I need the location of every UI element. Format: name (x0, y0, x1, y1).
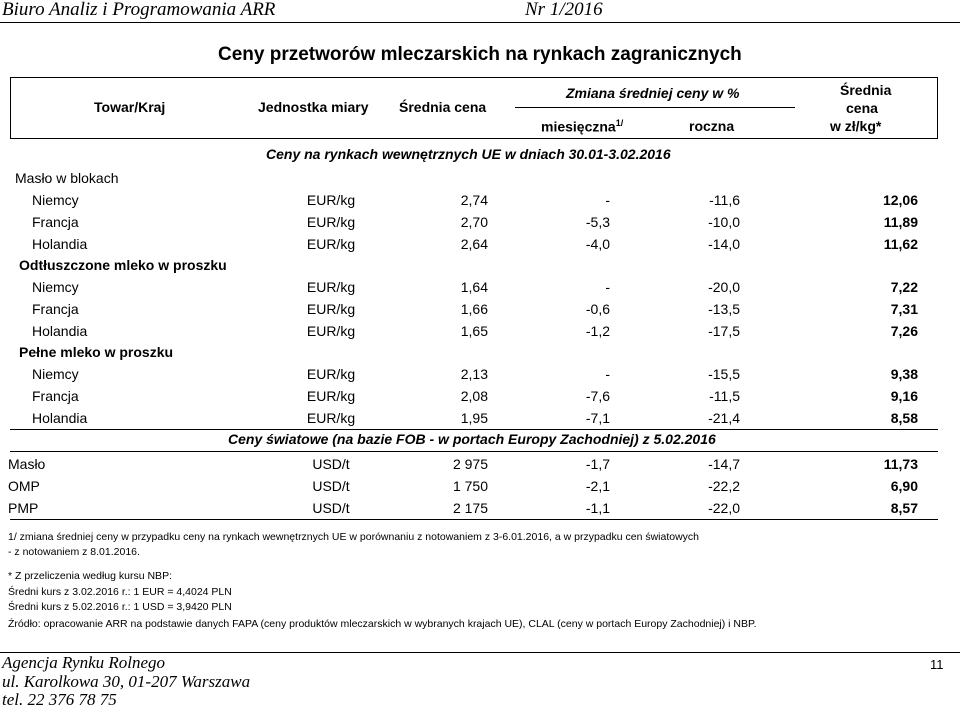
cell-monthly: -1,7 (585, 456, 610, 472)
cell-yearly: -14,7 (708, 456, 740, 472)
cell-pln: 7,22 (890, 279, 918, 295)
cell-monthly: -2,1 (585, 478, 610, 494)
cell-pln: 7,26 (890, 323, 918, 339)
cell-country: Holandia (32, 410, 88, 426)
page-number: 11 (930, 657, 944, 672)
cell-country: Niemcy (32, 279, 79, 295)
table-bottom-border (10, 519, 938, 520)
cell-monthly: - (605, 279, 610, 295)
cell-yearly: -15,5 (708, 366, 740, 382)
cell-yearly: -22,2 (708, 478, 740, 494)
change-divider (515, 107, 795, 108)
cell-unit: EUR/kg (306, 214, 356, 230)
table-row (0, 454, 940, 476)
cell-avg: 2 175 (452, 500, 488, 516)
header-top-border (10, 77, 938, 78)
col-header-change: Zmiana średniej ceny w % (566, 85, 740, 101)
cell-monthly: -5,3 (585, 214, 610, 230)
cell-yearly: -13,5 (708, 301, 740, 317)
footer-phone: tel. 22 376 78 75 (2, 690, 117, 709)
cell-monthly: -7,6 (585, 388, 610, 404)
cell-country: OMP (8, 478, 40, 494)
cell-avg: 2,64 (460, 236, 488, 252)
cell-country: Francja (32, 388, 79, 404)
col-header-monthly-label: miesięczna (541, 118, 616, 135)
col-header-avg: Średnia cena (399, 99, 487, 115)
cell-unit: EUR/kg (306, 301, 356, 317)
world-section-top-border (10, 429, 938, 430)
cell-unit: EUR/kg (306, 279, 356, 295)
cell-avg: 2,74 (460, 192, 488, 208)
section-world-prices: Ceny światowe (na bazie FOB - w portach Europy Zachodniej) z 5.02.2016 (228, 431, 716, 447)
col-header-yearly: roczna (689, 118, 735, 134)
table-row (0, 364, 940, 386)
cell-pln: 11,89 (883, 214, 918, 230)
col-header-monthly-sup: 1/ (615, 118, 624, 128)
footnote-source: Źródło: opracowanie ARR na podstawie danych FAPA (ceny produktów mleczarskich w wybranych krajach UE), CLAL (ceny w portach Europy Zachodniej) i NBP. (8, 618, 757, 630)
cell-country: Niemcy (32, 366, 79, 382)
cell-yearly: -11,6 (709, 192, 740, 208)
cell-yearly: -10,0 (708, 214, 740, 230)
table-row (0, 299, 940, 321)
cell-pln: 11,62 (883, 236, 918, 252)
table-row (0, 212, 940, 234)
cell-unit: EUR/kg (306, 192, 356, 208)
cell-pln: 6,90 (890, 478, 918, 494)
header-left-border (10, 77, 11, 139)
footer-address: ul. Karolkowa 30, 01-207 Warszawa (2, 672, 251, 691)
header-bottom-border (10, 138, 938, 139)
section-eu-prices: Ceny na rynkach wewnętrznych UE w dniach 30.01-3.02.2016 (266, 146, 671, 162)
footer-agency: Agencja Rynku Rolnego (2, 653, 166, 672)
footnote-exchange-rate: * Z przeliczenia według kursu NBP: (8, 570, 172, 582)
table-row (0, 190, 940, 212)
table-row (0, 277, 940, 299)
header-publisher: Biuro Analiz i Programowania ARR (2, 0, 276, 20)
cell-monthly: -4,0 (585, 236, 610, 252)
cell-avg: 2,70 (460, 214, 488, 230)
category-label: Pełne mleko w proszku (19, 344, 174, 360)
cell-yearly: -11,5 (709, 388, 740, 404)
cell-country: Francja (32, 301, 79, 317)
cell-monthly: -1,1 (585, 500, 610, 516)
cell-avg: 1,66 (460, 301, 488, 317)
cell-unit: EUR/kg (306, 410, 356, 426)
cell-yearly: -21,4 (708, 410, 740, 426)
category-label: Odtłuszczone mleko w proszku (19, 257, 227, 273)
cell-avg: 2,13 (460, 366, 488, 382)
cell-pln: 9,38 (890, 366, 918, 382)
cell-avg: 1,64 (460, 279, 488, 295)
cell-unit: USD/t (312, 500, 350, 516)
category-row (0, 255, 940, 277)
col-header-country: Towar/Kraj (94, 99, 166, 115)
cell-avg: 2,08 (460, 388, 488, 404)
category-label: Masło w blokach (15, 170, 119, 186)
cell-avg: 2 975 (452, 456, 488, 472)
col-header-pln-3: w zł/kg* (830, 118, 882, 134)
cell-monthly: - (605, 366, 610, 382)
world-section-bottom-border (10, 451, 938, 452)
header-right-border (937, 77, 938, 139)
table-row (0, 386, 940, 408)
footnote-change-cont: - z notowaniem z 8.01.2016. (8, 546, 140, 558)
cell-monthly: - (605, 192, 610, 208)
cell-country: PMP (8, 500, 39, 516)
col-header-unit: Jednostka miary (258, 99, 369, 115)
table-row (0, 476, 940, 498)
cell-unit: USD/t (312, 478, 350, 494)
cell-monthly: -7,1 (585, 410, 610, 426)
cell-unit: USD/t (312, 456, 350, 472)
cell-avg: 1,65 (460, 323, 488, 339)
cell-unit: EUR/kg (306, 236, 356, 252)
cell-avg: 1 750 (452, 478, 488, 494)
col-header-pln-2: cena (846, 100, 878, 116)
cell-country: Francja (32, 214, 79, 230)
cell-yearly: -17,5 (708, 323, 740, 339)
col-header-monthly (541, 118, 623, 135)
table-row (0, 498, 940, 520)
page-header (0, 0, 960, 23)
cell-pln: 7,31 (890, 301, 918, 317)
cell-pln: 8,58 (890, 410, 918, 426)
cell-pln: 12,06 (882, 192, 918, 208)
cell-monthly: -0,6 (585, 301, 610, 317)
cell-pln: 11,73 (883, 456, 918, 472)
cell-pln: 9,16 (890, 388, 918, 404)
category-row (0, 342, 940, 364)
table-row (0, 321, 940, 343)
cell-country: Masło (8, 456, 46, 472)
cell-yearly: -22,0 (708, 500, 740, 516)
cell-country: Holandia (32, 236, 88, 252)
cell-country: Niemcy (32, 192, 79, 208)
footnote-usd-rate: Średni kurs z 5.02.2016 r.: 1 USD = 3,9420 PLN (8, 601, 232, 613)
cell-unit: EUR/kg (306, 323, 356, 339)
cell-country: Holandia (32, 323, 88, 339)
cell-unit: EUR/kg (306, 366, 356, 382)
cell-monthly: -1,2 (585, 323, 610, 339)
table-row (0, 234, 940, 256)
col-header-pln-1: Średnia (840, 82, 892, 98)
footnote-eur-rate: Średni kurs z 3.02.2016 r.: 1 EUR = 4,4024 PLN (8, 586, 232, 598)
cell-unit: EUR/kg (306, 388, 356, 404)
table-row (0, 408, 940, 430)
header-issue: Nr 1/2016 (525, 0, 603, 20)
cell-yearly: -14,0 (708, 236, 740, 252)
cell-avg: 1,95 (460, 410, 488, 426)
table-title: Ceny przetworów mleczarskich na rynkach zagranicznych (218, 44, 742, 65)
cell-yearly: -20,0 (708, 279, 740, 295)
footnote-change: 1/ zmiana średniej ceny w przypadku ceny na rynkach wewnętrznych UE w porównaniu z notowaniem z 3-6.01.2016, a w przypadku cen światowych (8, 531, 700, 543)
category-row (0, 168, 940, 190)
cell-pln: 8,57 (890, 500, 918, 516)
